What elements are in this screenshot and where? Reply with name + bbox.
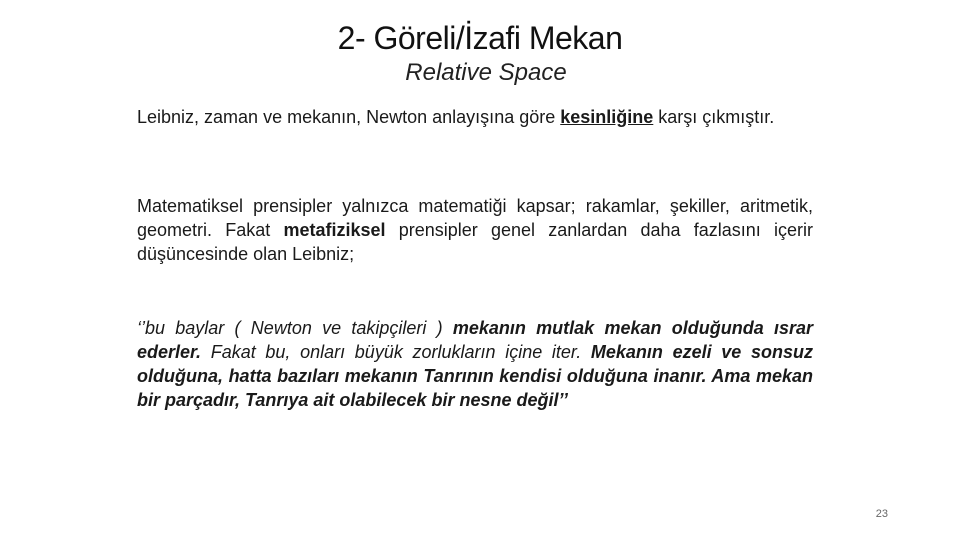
- paragraph-1-tail: karşı çıkmıştır.: [653, 107, 775, 127]
- quote-bold-1: mekanın mutlak mekan olduğunda ısrar ederler.: [137, 318, 813, 362]
- paragraph-leibniz-opposition: [137, 105, 813, 129]
- paragraph-1-emphasis: kesinliğine: [560, 107, 654, 127]
- quote-part-2: Fakat bu, onları büyük zorlukların içine iter.: [201, 342, 591, 362]
- quote-part-1: ‘’bu baylar ( Newton ve takipçileri ): [137, 318, 453, 338]
- page-number: 23: [875, 508, 888, 520]
- leibniz-quote: [137, 316, 813, 412]
- quote-bold-2: Mekanın ezeli ve sonsuz olduğuna, hatta bazıları mekanın Tanrının kendisi olduğuna inanır. Ama mekan bir parçadır, Tanrıya ait olabilecek bir nesne değil’’: [137, 342, 813, 410]
- slide-subtitle: Relative Space: [405, 59, 567, 86]
- slide-title: 2- Göreli/İzafi Mekan: [337, 20, 623, 56]
- paragraph-2-tail: prensipler genel zanlardan daha fazlasını içerir düşüncesinde olan Leibniz;: [137, 220, 813, 264]
- paragraph-2-emphasis: metafiziksel: [283, 220, 386, 240]
- paragraph-mathematical-principles: [137, 194, 813, 266]
- paragraph-1-lead: Leibniz, zaman ve mekanın, Newton anlayışına göre: [137, 107, 561, 127]
- paragraph-2-lead: Matematiksel prensipler yalnızca matematiği kapsar; rakamlar, şekiller, aritmetik, geometri. Fakat: [137, 196, 813, 240]
